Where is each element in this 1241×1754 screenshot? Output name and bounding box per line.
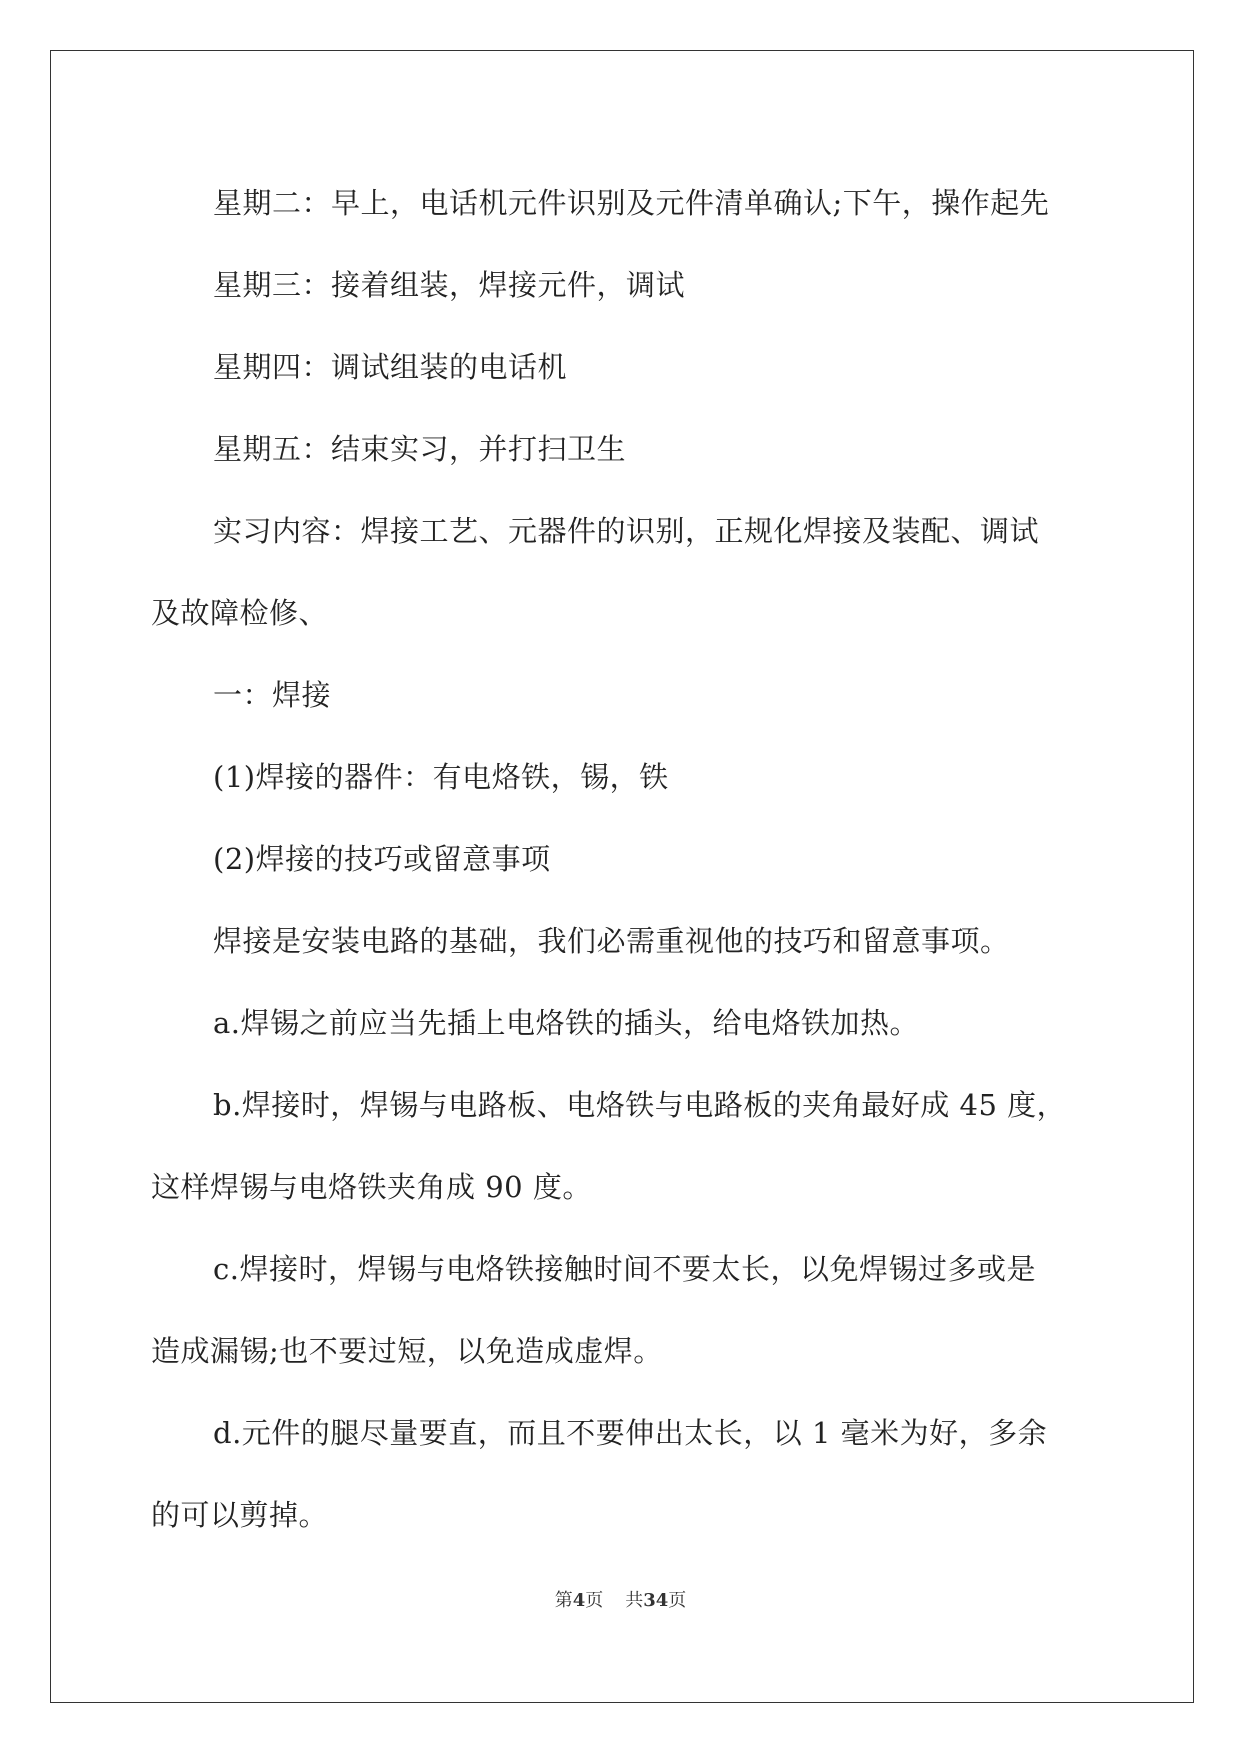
paragraph-line: a.焊锡之前应当先插上电烙铁的插头，给电烙铁加热。	[213, 1006, 920, 1040]
page-prefix: 第	[554, 1590, 573, 1611]
paragraph-line: d.元件的腿尽量要直，而且不要伸出太长，以 1 毫米为好，多余	[213, 1416, 1048, 1450]
paragraph-line: 实习内容：焊接工艺、元器件的识别，正规化焊接及装配、调试	[213, 514, 1040, 548]
paragraph-line: 星期五：结束实习，并打扫卫生	[213, 432, 627, 466]
document-body	[151, 162, 1096, 1556]
total-pages: 34	[643, 1590, 669, 1611]
paragraph-line: 焊接是安装电路的基础，我们必需重视他的技巧和留意事项。	[213, 924, 1010, 958]
page-footer	[0, 1586, 1241, 1612]
paragraph-line: (2)焊接的技巧或留意事项	[213, 842, 551, 876]
paragraph-line: (1)焊接的器件：有电烙铁，锡，铁	[213, 760, 669, 794]
page-suffix: 页	[585, 1590, 604, 1611]
paragraph-line: 星期三：接着组装，焊接元件，调试	[213, 268, 686, 302]
paragraph-line: 及故障检修、	[151, 596, 329, 630]
paragraph-line: 造成漏锡;也不要过短，以免造成虚焊。	[151, 1334, 663, 1368]
paragraph-line: 的可以剪掉。	[151, 1498, 329, 1532]
paragraph-line: 这样焊锡与电烙铁夹角成 90 度。	[151, 1170, 592, 1204]
total-prefix: 共	[625, 1590, 644, 1611]
total-suffix: 页	[668, 1590, 687, 1611]
paragraph-line: b.焊接时，焊锡与电路板、电烙铁与电路板的夹角最好成 45 度，	[213, 1088, 1067, 1122]
paragraph-line: 星期二：早上，电话机元件识别及元件清单确认;下午，操作起先	[213, 186, 1050, 220]
page-number: 4	[572, 1590, 586, 1611]
paragraph-line: 星期四：调试组装的电话机	[213, 350, 568, 384]
section-heading: 一：焊接	[213, 678, 332, 712]
paragraph-line: c.焊接时，焊锡与电烙铁接触时间不要太长，以免焊锡过多或是	[213, 1252, 1036, 1286]
